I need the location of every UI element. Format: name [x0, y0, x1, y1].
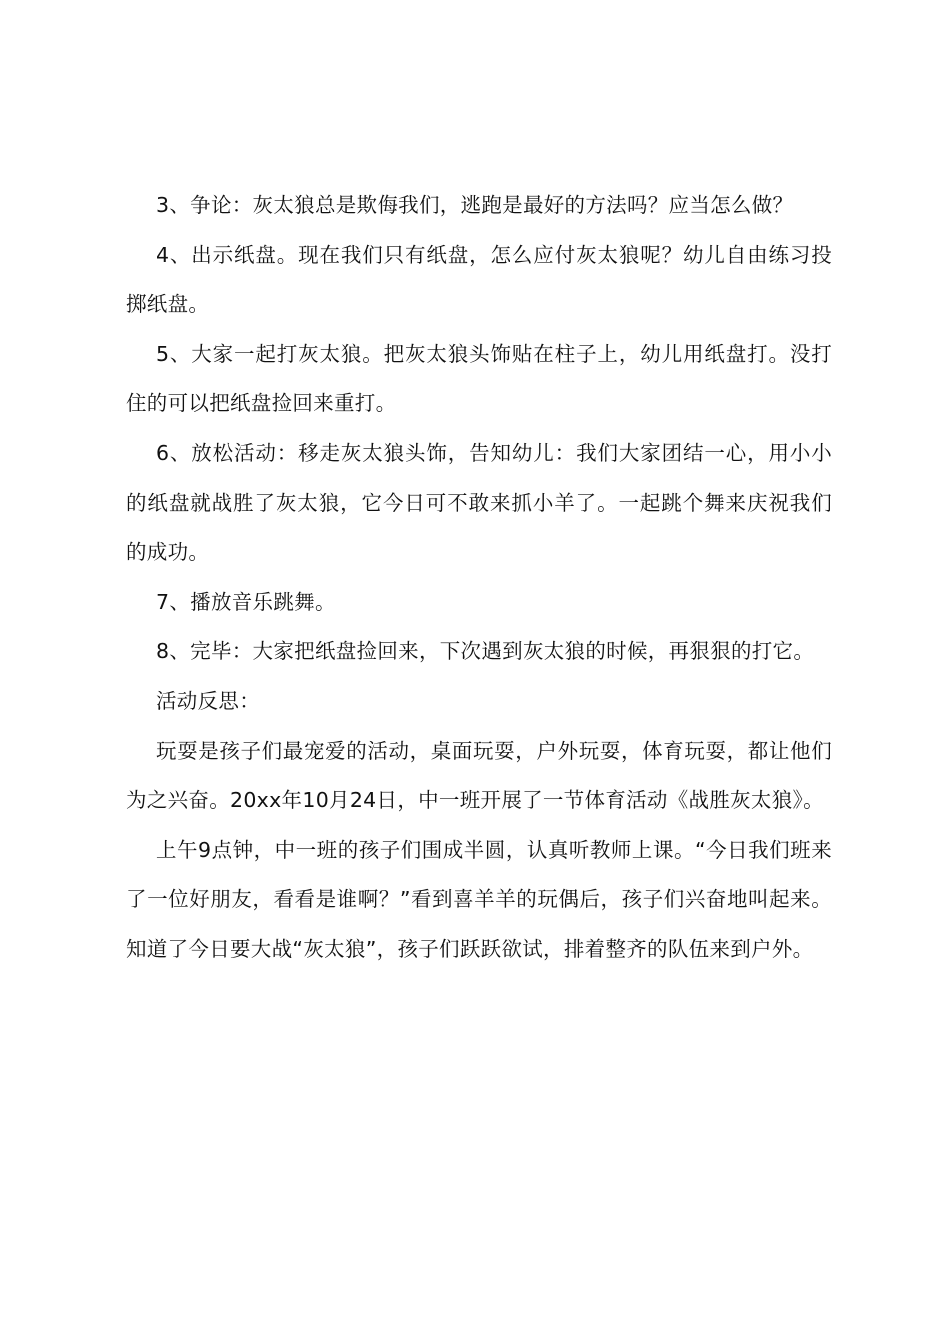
paragraph-step-6: 6、放松活动：移走灰太狼头饰，告知幼儿：我们大家团结一心，用小小的纸盘就战胜了灰太狼，它今日可不敢来抓小羊了。一起跳个舞来庆祝我们的成功。 — [126, 440, 832, 565]
document-body — [126, 181, 832, 975]
section-heading-reflection: 活动反思： — [156, 688, 260, 713]
paragraph-step-5: 5、大家一起打灰太狼。把灰太狼头饰贴在柱子上，幼儿用纸盘打。没打住的可以把纸盘捡回来重打。 — [126, 341, 832, 416]
paragraph-step-3: 3、争论：灰太狼总是欺侮我们，逃跑是最好的方法吗？应当怎么做？ — [156, 193, 794, 217]
paragraph-step-7: 7、播放音乐跳舞。 — [156, 589, 336, 614]
paragraph-step-4: 4、出示纸盘。现在我们只有纸盘，怎么应付灰太狼呢？幼儿自由练习投掷纸盘。 — [126, 242, 832, 317]
paragraph-reflection-1: 玩耍是孩子们最宠爱的活动，桌面玩耍，户外玩耍，体育玩耍，都让他们为之兴奋。20xx年10月24日，中一班开展了一节体育活动《战胜灰太狼》。 — [126, 738, 832, 813]
paragraph-step-8: 8、完毕：大家把纸盘捡回来，下次遇到灰太狼的时候，再狠狠的打它。 — [156, 639, 815, 664]
paragraph-reflection-2: 上午9点钟，中一班的孩子们围成半圆，认真听教师上课。“今日我们班来了一位好朋友，看看是谁啊？”看到喜羊羊的玩偶后，孩子们兴奋地叫起来。知道了今日要大战“灰太狼”，孩子们跃跃欲试，排着整齐的队伍来到户外。 — [126, 837, 832, 961]
